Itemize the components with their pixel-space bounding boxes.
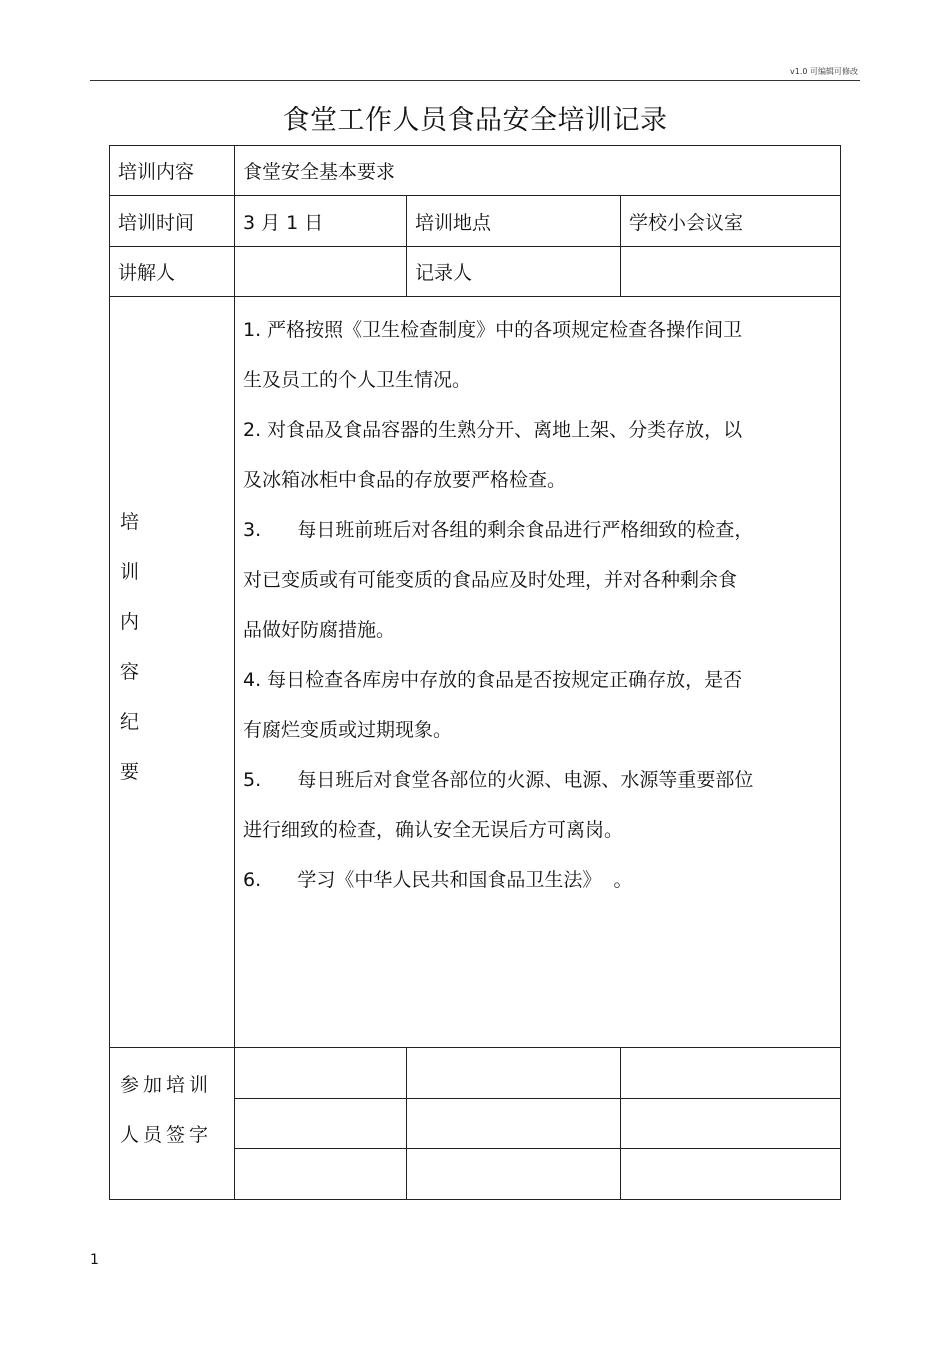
summary-label-char: 要	[120, 761, 140, 783]
summary-line: 3. 每日班前班后对各组的剩余食品进行严格细致的检查，	[243, 519, 754, 541]
signature-cell	[407, 1149, 621, 1200]
signature-cell	[407, 1048, 621, 1099]
signature-cell	[235, 1099, 407, 1149]
page-number: 1	[90, 1252, 99, 1268]
signature-label	[110, 1048, 235, 1200]
training-place-label: 培训地点	[407, 196, 621, 247]
training-content-value: 食堂安全基本要求	[235, 146, 841, 196]
recorder-value	[621, 247, 841, 297]
training-record-table	[109, 145, 841, 1200]
row-training-time	[110, 196, 841, 247]
summary-line: 及冰箱冰柜中食品的存放要严格检查。	[243, 469, 567, 491]
signature-cell	[621, 1099, 841, 1149]
row-speaker	[110, 247, 841, 297]
training-place-value: 学校小会议室	[621, 196, 841, 247]
header-divider	[90, 80, 860, 81]
training-summary-label	[110, 297, 235, 1048]
summary-line: 生及员工的个人卫生情况。	[243, 369, 472, 391]
summary-line: 4. 每日检查各库房中存放的食品是否按规定正确存放，是否	[243, 669, 743, 691]
training-time-value: 3 月 1 日	[235, 196, 407, 247]
summary-label-char: 训	[120, 561, 140, 583]
signature-cell	[621, 1149, 841, 1200]
summary-line: 2. 对食品及食品容器的生熟分开、离地上架、分类存放，以	[243, 419, 743, 441]
row-summary	[110, 297, 841, 1048]
document-title: 食堂工作人员食品安全培训记录	[282, 105, 668, 136]
signature-label-line: 参加培训	[120, 1074, 213, 1096]
summary-label-char: 内	[120, 611, 140, 633]
version-note: v1.0 可编辑可修改	[790, 67, 858, 76]
speaker-label: 讲解人	[110, 247, 235, 297]
summary-line: 1. 严格按照《卫生检查制度》中的各项规定检查各操作间卫	[243, 319, 743, 341]
summary-line: 5. 每日班后对食堂各部位的火源、电源、水源等重要部位	[243, 769, 754, 791]
row-training-content	[110, 146, 841, 196]
summary-label-char: 纪	[120, 711, 140, 733]
summary-line: 品做好防腐措施。	[243, 619, 396, 641]
training-summary-content	[235, 297, 841, 1048]
speaker-value	[235, 247, 407, 297]
summary-label-char: 容	[120, 661, 140, 683]
summary-line: 6. 学习《中华人民共和国食品卫生法》 。	[243, 869, 633, 891]
signature-label-line: 人员签字	[120, 1124, 213, 1146]
training-content-label: 培训内容	[110, 146, 235, 196]
recorder-label: 记录人	[407, 247, 621, 297]
summary-line: 进行细致的检查，确认安全无误后方可离岗。	[243, 819, 624, 841]
summary-line: 对已变质或有可能变质的食品应及时处理，并对各种剩余食	[243, 569, 738, 591]
row-signature	[110, 1048, 841, 1099]
summary-line: 有腐烂变质或过期现象。	[243, 719, 453, 741]
training-time-label: 培训时间	[110, 196, 235, 247]
signature-cell	[407, 1099, 621, 1149]
summary-label-char: 培	[120, 511, 140, 533]
signature-cell	[235, 1048, 407, 1099]
signature-cell	[621, 1048, 841, 1099]
signature-cell	[235, 1149, 407, 1200]
